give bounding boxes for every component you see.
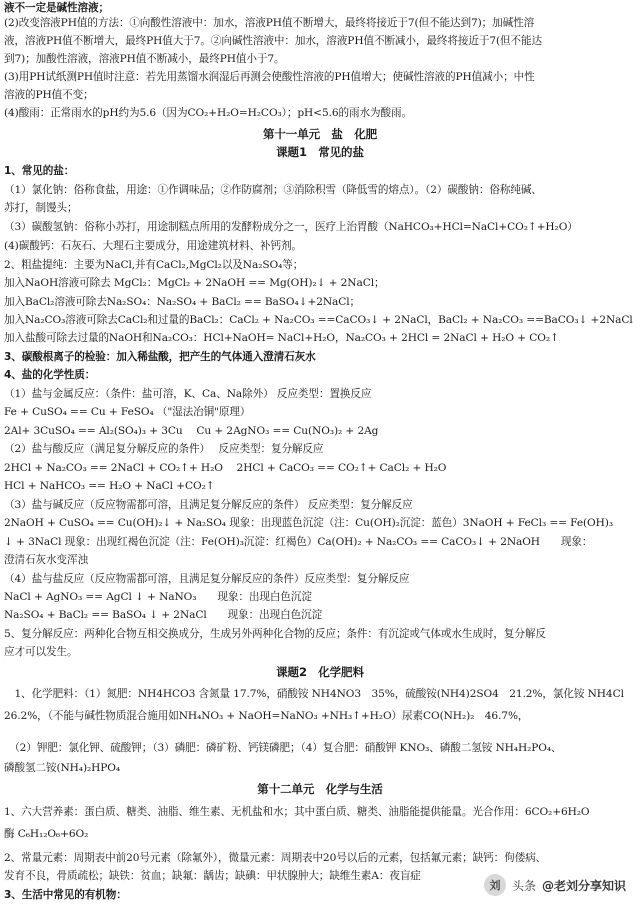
text-line: (4)碳酸钙：石灰石、大理石主要成分，用途建筑材料、补钙剂。 [4, 240, 303, 252]
text-line: 1、六大营养素：蛋白质、糖类、油脂、维生素、无机盐和水；其中蛋白质、糖类、油脂能提供能量。光合作用：6CO₂+6H₂O [4, 806, 590, 818]
text-line: （1）氯化钠：俗称食盐，用途：①作调味品；②作防腐剂；③消除积雪（降低雪的熔点）。（2）碳酸钠：俗称纯碱、 [4, 184, 542, 196]
text-line: NaCl + AgNO₃ == AgCl ↓ + NaNO₃ 现象：出现白色沉淀 [4, 591, 312, 603]
text-line: 2、粗盐提纯：主要为NaCl,并有CaCl₂,MgCl₂以及Na₂SO₄等； [4, 259, 304, 271]
text-line: (4)酸雨：正常雨水的pH约为5.6（因为CO₂+H₂O=H₂CO₃）；pH<5.6的雨水为酸雨。 [4, 107, 412, 119]
text-line: （2）钾肥：氯化钾、硫酸钾；（3）磷肥：磷矿粉、钙镁磷肥；（4）复合肥：硝酸钾 KNO₃、磷酸二氢铵 NH₄H₂PO₄、 [4, 742, 562, 754]
text-line: （4）盐与盐反应（反应物需都可溶，且满足复分解反应的条件）反应类型：复分解反应 [4, 573, 410, 585]
text-line: 26.2%，（不能与碱性物质混合施用如NH₄NO₃ + NaOH=NaNO₃ +NH₃↑+H₂O）尿素CO(NH₂)₂ 46.7%， [4, 710, 529, 722]
text-line: (3)用PH试纸测PH值时注意：若先用蒸馏水润湿后再测会使酸性溶液的PH值增大；使碱性溶液的PH值减小；中性 [4, 71, 535, 83]
text-line: 加入盐酸可除去过量的NaOH和Na₂CO₃：HCl+NaOH= NaCl+H₂O，Na₂CO₃ + 2HCl = 2NaCl + H₂O + CO₂↑ [4, 332, 559, 344]
section-heading: 3、碳酸根离子的检验：加入稀盐酸，把产生的气体通入澄清石灰水 [4, 351, 316, 363]
text-line: 酶 C₆H₁₂O₆+6O₂ [4, 828, 89, 840]
lesson-title: 课题2 化学肥料 [276, 665, 364, 679]
watermark-prefix: 头条 [511, 878, 536, 893]
unit-title: 第十一单元 盐 化肥 [263, 127, 377, 141]
text-line: 2NaOH + CuSO₄ == Cu(OH)₂↓ + Na₂SO₄ 现象：出现蓝色沉淀（注：Cu(OH)₂沉淀：蓝色）3NaOH + FeCl₃ == Fe(OH)₃ [4, 517, 613, 529]
watermark [484, 874, 626, 896]
text-line: 澄清石灰水变浑浊 [4, 554, 88, 566]
watermark-name: @老刘分享知识 [541, 878, 626, 893]
text-line: 液不一定是碱性溶液； [4, 2, 109, 14]
text-line: 加入NaOH溶液可除去 MgCl₂：MgCl₂ + 2NaOH == Mg(OH)₂↓ + 2NaCl； [4, 277, 385, 289]
text-line: HCl + NaHCO₃ == H₂O + NaCl +CO₂↑ [4, 480, 215, 492]
watermark-logo-icon: 刘 [484, 874, 506, 896]
text-line: 溶液的PH值不变； [4, 89, 94, 101]
section-heading: 1、常见的盐： [4, 165, 75, 177]
text-line: 磷酸氢二铵(NH₄)₂HPO₄ [4, 762, 121, 774]
text-line: 5、复分解反应：两种化合物互相交换成分，生成另外两种化合物的反应；条件：有沉淀或气体或水生成时，复分解反 [4, 628, 546, 640]
text-line: 发育不良，骨质疏松；缺铁：贫血；缺氟：龋齿；缺碘：甲状腺肿大；缺维生素A：夜盲症 [4, 870, 421, 882]
text-line: 加入Na₂CO₃溶液可除去CaCl₂和过量的BaCl₂：CaCl₂ + Na₂CO₃ ==CaCO₃↓ + 2NaCl，BaCl₂ + Na₂CO₃ ==BaCO₃↓ +2NaCl [4, 314, 633, 326]
text-line: （2）盐与酸反应（满足复分解反应的条件） 反应类型：复分解反应 [4, 443, 324, 455]
text-line: （3）碳酸氢钠：俗称小苏打，用途制糕点所用的发酵粉成分之一，医疗上治胃酸（NaHCO₃+HCl=NaCl+CO₂↑+H₂O） [4, 221, 578, 233]
text-line: 液，溶液PH值不断增大，最终PH值大于7。②向碱性溶液中：加水，溶液PH值不断减小，最终将接近于7(但不能达 [4, 35, 543, 47]
text-line: 到7)；加酸性溶液，溶液PH值不断减小，最终PH值小于7。 [4, 53, 285, 65]
text-line: ↓ + 3NaCl 现象：出现红褐色沉淀（注：Fe(OH)₃沉淀：红褐色）Ca(OH)₂ + Na₂CO₃ == CaCO₃↓ + 2NaOH 现象： [4, 536, 593, 548]
text-line: 苏打，制馒头； [4, 202, 78, 214]
text-line: Fe + CuSO₄ == Cu + FeSO₄ （"湿法冶铜"原理） [4, 406, 251, 418]
text-line: (2)改变溶液PH值的方法：①向酸性溶液中：加水，溶液PH值不断增大，最终将接近于7(但不能达到7)；加碱性溶 [4, 17, 535, 29]
lesson-title: 课题1 常见的盐 [276, 145, 364, 159]
section-heading: 3、生活中常见的有机物： [4, 889, 127, 901]
text-line: 应才可以发生。 [4, 646, 78, 658]
text-line: Na₂SO₄ + BaCl₂ == BaSO₄ ↓ + 2NaCl 现象：出现白色沉淀 [4, 609, 323, 621]
text-line: （3）盐与碱反应（反应物需都可溶，且满足复分解反应的条件） 反应类型：复分解反应 [4, 499, 413, 511]
text-line: 1、化学肥料：（1）氮肥：NH4HCO3 含氮量 17.7%，硝酸铵 NH4NO3 35%，硫酸铵(NH4)2SO4 21.2%，氯化铵 NH4Cl [4, 688, 624, 700]
text-line: 2HCl + Na₂CO₃ == 2NaCl + CO₂↑+ H₂O 2HCl + CaCO₃ == CO₂↑+ CaCl₂ + H₂O [4, 462, 447, 474]
text-line: 2、常量元素：周期表中前20号元素（除氟外），微量元素：周期表中20号以后的元素，包括氟元素；缺钙：佝偻病、 [4, 852, 547, 864]
section-heading: 4、盐的化学性质： [4, 369, 96, 381]
text-line: （1）盐与金属反应：（条件：盐可溶，K、Ca、Na除外） 反应类型：置换反应 [4, 388, 372, 400]
unit-title: 第十二单元 化学与生活 [257, 782, 383, 796]
text-line: 2Al+ 3CuSO₄ == Al₂(SO₄)₃ + 3Cu Cu + 2AgNO₃ == Cu(NO₃)₂ + 2Ag [4, 425, 379, 437]
text-line: 加入BaCl₂溶液可除去Na₂SO₄：Na₂SO₄ + BaCl₂ == BaSO₄↓+2NaCl； [4, 296, 361, 308]
